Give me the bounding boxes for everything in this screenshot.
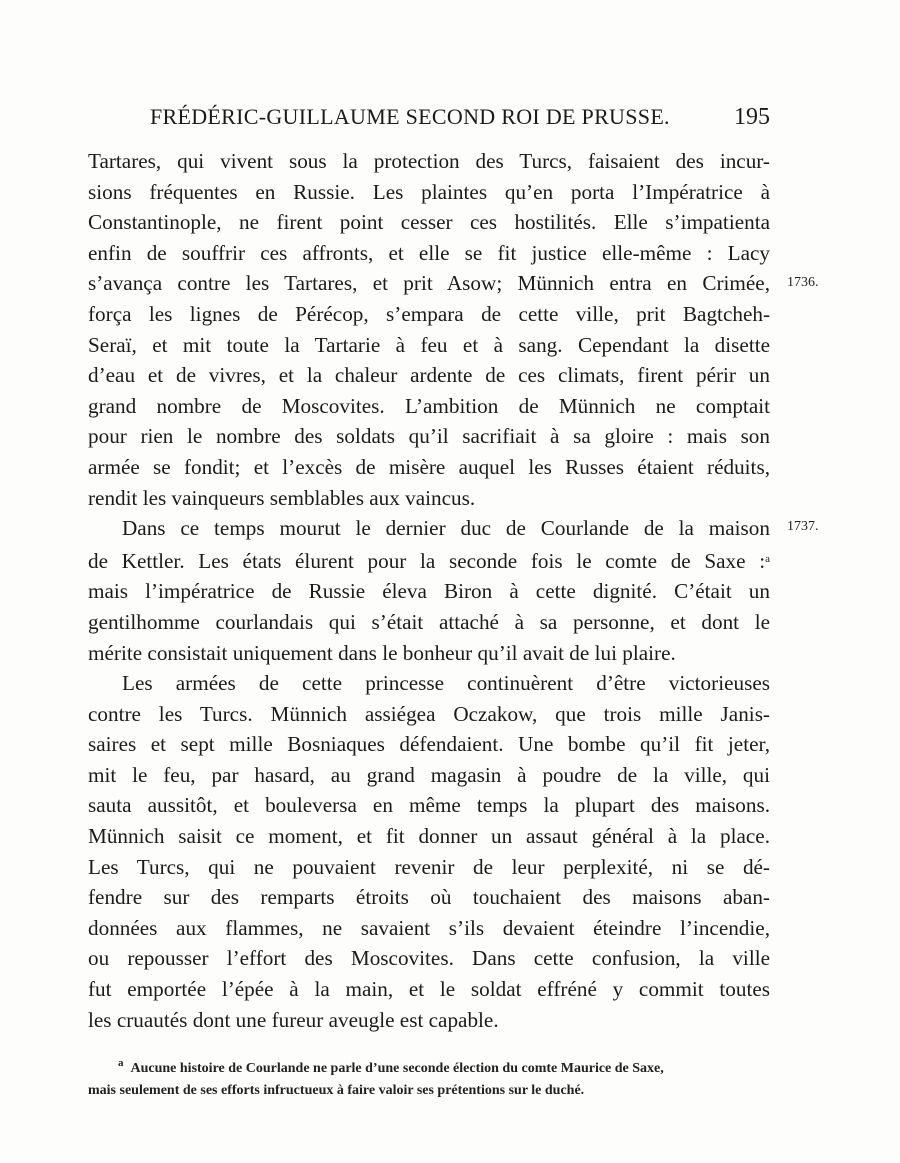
footnote	[88, 1052, 770, 1102]
text-line: contre les Turcs. Münnich assiégea Oczakow, que trois mille Janis-	[88, 701, 770, 726]
text-line: ou repousser l’effort des Moscovites. Dans cette confusion, la ville	[88, 946, 770, 971]
margin-note-year: 1736.	[787, 275, 819, 290]
text-line: pour rien le nombre des soldats qu’il sacrifiait à sa gloire : mais son	[88, 424, 770, 449]
text-line: fut emportée l’épée à la main, et le soldat effréné y commit toutes	[88, 977, 770, 1002]
text-line: enfin de souffrir ces affronts, et elle se fit justice elle-même : Lacy	[88, 240, 770, 265]
paragraph-3	[88, 668, 770, 1035]
text-line: Tartares, qui vivent sous la protection des Turcs, faisaient des incur-	[88, 149, 770, 173]
text-line: gentilhomme courlandais qui s’était attaché à sa personne, et dont le	[88, 609, 770, 634]
footnote-reference: a	[765, 552, 770, 565]
footnote-line	[88, 1052, 770, 1080]
body-text	[88, 146, 770, 1035]
text-line: Dans ce temps mourut le dernier duc de Courlande de la maison	[122, 516, 770, 541]
text-line: saires et sept mille Bosniaques défendaient. Une bombe qu’il fit jeter,	[88, 732, 770, 757]
text-line: Seraï, et mit toute la Tartarie à feu et à sang. Cependant la disette	[88, 332, 770, 357]
paragraph-2	[88, 513, 770, 668]
text-line: mais l’impératrice de Russie éleva Biron à cette dignité. C’était un	[88, 579, 770, 604]
text-line: mérite consistait uniquement dans le bonheur qu’il avait de lui plaire.	[88, 640, 676, 665]
text-line: força les lignes de Pérécop, s’empara de cette ville, prit Bagtcheh-	[88, 301, 770, 326]
text-line-with-footnote	[88, 544, 770, 577]
running-header	[150, 104, 770, 138]
text-line: s’avança contre les Tartares, et prit Asow; Münnich entra en Crimée,	[88, 271, 770, 296]
text-line: grand nombre de Moscovites. L’ambition de Münnich ne comptait	[88, 393, 770, 418]
text-line: les cruautés dont une fureur aveugle est capable.	[88, 1007, 499, 1032]
text-line: Münnich saisit ce moment, et fit donner un assaut général à la place.	[88, 824, 770, 849]
text-line: Constantinople, ne firent point cesser ces hostilités. Elle s’impatienta	[88, 210, 770, 235]
text-line: Les Turcs, qui ne pouvaient revenir de leur perplexité, ni se dé-	[88, 854, 770, 879]
margin-note-year: 1737.	[787, 519, 819, 534]
footnote-line: mais seulement de ses efforts infructueux à faire valoir ses prétentions sur le duché.	[88, 1083, 585, 1098]
text-line: sauta aussitôt, et bouleversa en même temps la plupart des maisons.	[88, 793, 770, 818]
text-line: sions fréquentes en Russie. Les plaintes qu’en porta l’Impératrice à	[88, 179, 770, 204]
text-line: données aux flammes, ne savaient s’ils devaient éteindre l’incendie,	[88, 915, 770, 940]
text-line: rendit les vainqueurs semblables aux vaincus.	[88, 485, 476, 510]
footnote-text: Aucune histoire de Courlande ne parle d’une seconde élection du comte Maurice de Saxe,	[130, 1061, 664, 1076]
text-line: mit le feu, par hasard, au grand magasin à poudre de la ville, qui	[88, 762, 770, 787]
text-line: armée se fondit; et l’excès de misère auquel les Russes étaient réduits,	[88, 454, 770, 479]
page-number: 195	[734, 104, 770, 130]
paragraph-1	[88, 146, 770, 513]
text-line: fendre sur des remparts étroits où touchaient des maisons aban-	[88, 885, 770, 910]
text-line: Les armées de cette princesse continuèrent d’être victorieuses	[122, 671, 770, 696]
text-fragment: de Kettler. Les états élurent pour la seconde fois le comte de Saxe :	[88, 548, 766, 573]
running-title: FRÉDÉRIC-GUILLAUME SECOND ROI DE PRUSSE.	[150, 104, 670, 129]
text-line: d’eau et de vivres, et la chaleur ardente de ces climats, firent périr un	[88, 363, 770, 388]
footnote-marker: a	[118, 1057, 124, 1069]
